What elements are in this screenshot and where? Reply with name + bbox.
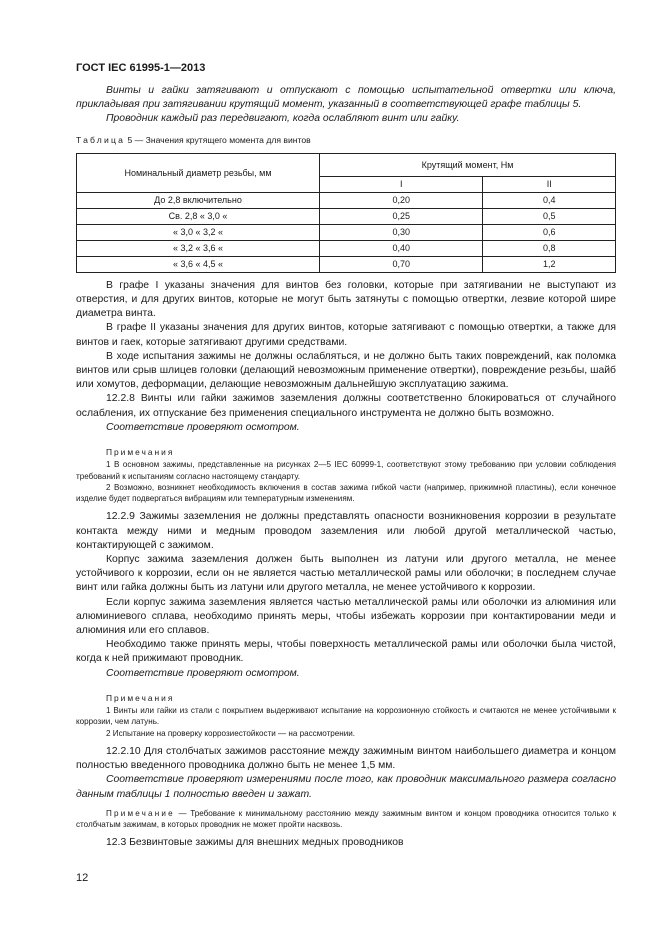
cell-diameter: Св. 2,8 « 3,0 «	[77, 208, 320, 224]
note-single-title: Примечание	[106, 808, 175, 818]
cell-diameter: До 2,8 включительно	[77, 192, 320, 208]
table-row	[77, 192, 616, 208]
body-paragraph: 12.2.8 Винты или гайки зажимов заземления должны соответственно блокироваться от случайного ослабления, их отпускание без применения специального инструмента не должно быть возможно.	[76, 393, 616, 419]
cell-torque-I: 0,25	[320, 208, 483, 224]
table-caption	[76, 133, 616, 147]
note-item: 1 Винты или гайки из стали с покрытием выдерживают испытание на коррозионную стойкость и считаются не менее устойчивыми к коррозии, чем латунь.	[76, 706, 616, 727]
body-paragraph: Если корпус зажима заземления является частью металлической рамы или оболочки из алюминия или алюминиевого сплава, необходимо принять меры, чтобы избежать коррозии при контактировании меди и алюминия или его сплавов.	[76, 596, 616, 637]
cell-torque-II: 0,4	[483, 192, 616, 208]
table-row	[77, 256, 616, 272]
cell-torque-I: 0,40	[320, 240, 483, 256]
compliance-text: Соответствие проверяют осмотром.	[106, 667, 300, 679]
cell-torque-II: 0,5	[483, 208, 616, 224]
page-content	[76, 84, 616, 851]
table-row	[77, 208, 616, 224]
table-caption-text: 5 — Значения крутящего момента для винтов	[125, 134, 311, 145]
cell-torque-I: 0,70	[320, 256, 483, 272]
body-paragraph: В графе I указаны значения для винтов без головки, которые при затягивании не выступают из отверстия, и для других винтов, которые не могут быть затянуты с помощью отвертки, лезвие которой шире диаметра винта.	[76, 279, 616, 320]
body-paragraph: В графе II указаны значения для других винтов, которые затягивают с помощью отвертки, а также для винтов и гаек, которые затягивают другими средствами.	[76, 322, 616, 348]
note-single-text: — Требование к минимальному расстоянию между зажимным винтом и концом проводника относится только к столбчатым зажимам, в которых проводник не может пройти насквозь.	[76, 808, 616, 830]
body-paragraph: 12.2.9 Зажимы заземления не должны представлять опасности возникновения коррозии в результате контакта между ними и медным проводом заземления или любой другой металлической частью, контактирующей с зажимом.	[76, 511, 616, 551]
cell-diameter: « 3,2 « 3,6 «	[77, 240, 320, 256]
table-row	[77, 224, 616, 240]
notes-title: Примечания	[106, 447, 175, 458]
torque-table	[76, 153, 616, 273]
note-single	[76, 808, 616, 831]
note-item: 1 В основном зажимы, представленные на рисунках 2—5 IEC 60999-1, соответствуют этому требованию при условии соблюдения требований к испытаниям согласно настоящему стандарту.	[76, 460, 616, 481]
column-header-torque: Крутящий момент, Нм	[320, 153, 616, 176]
body-paragraph: В ходе испытания зажимы не должны ослабляться, и не должно быть таких повреждений, как поломка винтов или срыв шлицев головки (делающий невозможным применение отвертки), повреждение резьбы, шайб или хомутов, деформации, делающие невозможным дальнейшую эксплуатацию зажима.	[76, 350, 616, 391]
column-header-II: II	[483, 176, 616, 192]
table-caption-word: Таблица	[76, 134, 126, 145]
body-paragraph: Необходимо также принять меры, чтобы поверхность металлической рамы или оболочки была чистой, когда к ней прижимают проводник.	[76, 639, 616, 665]
notes-title: Примечания	[106, 692, 175, 703]
intro-paragraph: Проводник каждый раз передвигают, когда ослабляют винт или гайку.	[106, 113, 460, 125]
body-paragraph: 12.2.10 Для столбчатых зажимов расстояние между зажимным винтом наибольшего диаметра и концом полностью введенного проводника должно быть не менее 1,5 мм.	[76, 745, 616, 772]
note-item: 2 Испытание на проверку коррозиестойкости — на рассмотрении.	[106, 728, 356, 738]
column-header-diameter: Номинальный диаметр резьбы, мм	[77, 153, 320, 192]
cell-diameter: « 3,6 « 4,5 «	[77, 256, 320, 272]
compliance-text: Соответствие проверяют осмотром.	[106, 421, 300, 433]
body-paragraph: Корпус зажима заземления должен быть выполнен из латуни или другого металла, не менее устойчивого к коррозии, если он не является частью металлической рамы или оболочки; в последнем случае винт или гайка должны быть из латуни или другого металла, не менее устойчивого к коррозии.	[76, 554, 616, 594]
cell-torque-I: 0,30	[320, 224, 483, 240]
intro-paragraph: Винты и гайки затягивают и отпускают с помощью испытательной отвертки или ключа, прикладывая при затягивании крутящий момент, указанный в соответствующей графе таблицы 5.	[76, 85, 616, 111]
compliance-text: Соответствие проверяют измерениями после того, как проводник максимального размера согласно данным таблицы 1 полностью введен и зажат.	[76, 774, 616, 800]
document-header: ГОСТ IEC 61995-1—2013	[76, 62, 206, 74]
cell-diameter: « 3,0 « 3,2 «	[77, 224, 320, 240]
note-item: 2 Возможно, возникнет необходимость включения в состав зажима гибкой части (например, прижимной пластины), если конечное изделие будет подвергаться вибрациям или температурным изменениям.	[76, 482, 616, 504]
cell-torque-II: 0,6	[483, 224, 616, 240]
cell-torque-I: 0,20	[320, 192, 483, 208]
cell-torque-II: 0,8	[483, 240, 616, 256]
section-heading: 12.3 Безвинтовые зажимы для внешних медных проводников	[106, 837, 404, 849]
column-header-I: I	[320, 176, 483, 192]
cell-torque-II: 1,2	[483, 256, 616, 272]
page-number: 12	[76, 872, 89, 884]
table-row	[77, 240, 616, 256]
